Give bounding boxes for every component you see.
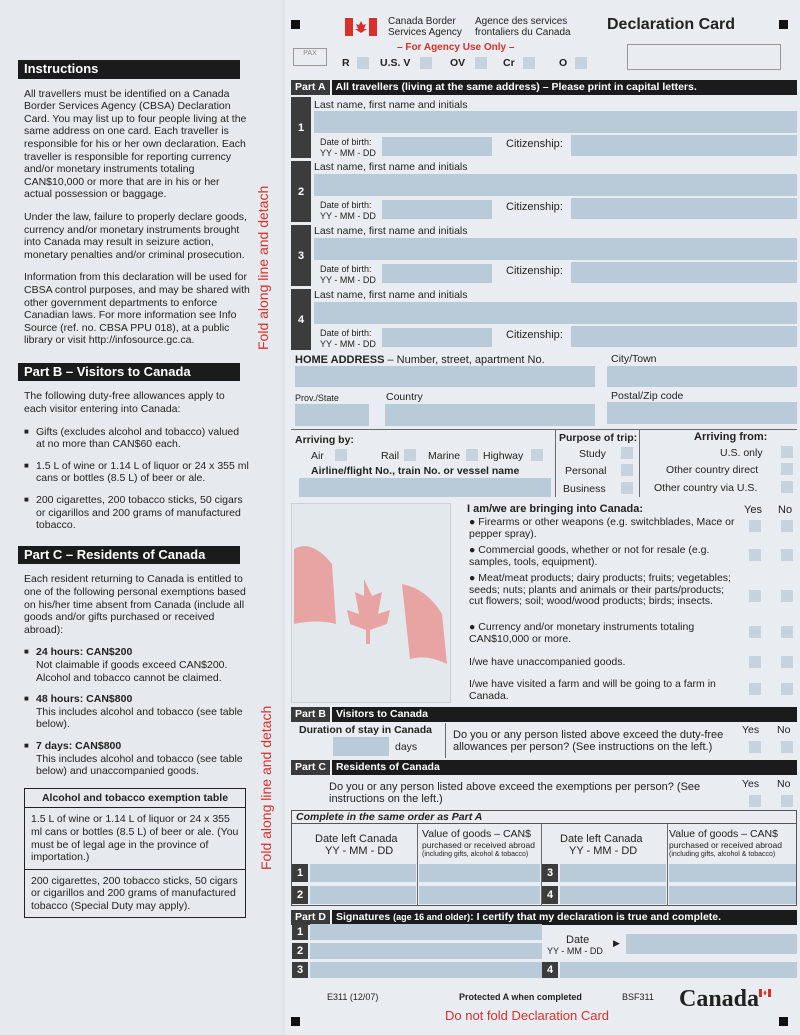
declaration-item: ● Commercial goods, whether or not for resale (e.g. samples, tools, equipment). xyxy=(469,544,710,568)
country-field[interactable] xyxy=(385,404,595,426)
instructions-column xyxy=(0,0,282,1035)
dob-format: YY - MM - DD xyxy=(320,148,376,158)
duration-of-stay-field[interactable] xyxy=(333,737,389,756)
protected-label: Protected A when completed xyxy=(459,992,582,1002)
mode-air-checkbox[interactable] xyxy=(335,449,347,461)
declaration-item: ● Firearms or other weapons (e.g. switchblades, Mace or pepper spray). xyxy=(469,516,735,540)
part-b-no[interactable] xyxy=(781,741,793,753)
traveller-1-dob-field[interactable] xyxy=(382,137,492,156)
no-label: No xyxy=(778,504,793,516)
canada-flag-icon xyxy=(759,989,771,997)
row-1-date-left-field[interactable] xyxy=(310,864,416,882)
part-c-heading: Part C – Residents of Canada xyxy=(18,546,240,565)
code-o: O xyxy=(559,57,568,69)
name-label: Last name, first name and initials xyxy=(314,161,468,173)
exemption-item xyxy=(24,646,250,684)
item-4-no[interactable] xyxy=(781,626,793,638)
part-c-intro: Each resident returning to Canada is entitled to one of the following personal exemptions based on his/her time absent from Canada (include all goods and/or gifts purchased or received abroad): xyxy=(24,573,246,636)
bringing-label: I am/we are bringing into Canada: xyxy=(467,503,644,515)
date-left-label: Date left Canada xyxy=(560,833,643,845)
street-address-field[interactable] xyxy=(295,366,595,387)
fold-line-label-bottom: Fold along line and detach xyxy=(258,705,274,870)
part-b-allowances xyxy=(24,426,250,532)
dob-format: YY - MM - DD xyxy=(320,275,376,285)
signature-4-field[interactable] xyxy=(560,962,797,978)
canada-flag-icon xyxy=(345,18,377,36)
mode-highway: Highway xyxy=(483,450,524,462)
traveller-3-name-field[interactable] xyxy=(314,238,797,260)
dob-format: YY - MM - DD xyxy=(569,845,638,857)
maple-leaf-watermark-icon xyxy=(292,504,450,702)
registration-mark xyxy=(291,20,300,29)
traveller-number: 2 xyxy=(291,161,311,222)
duration-label: Duration of stay in Canada xyxy=(299,724,433,736)
pax-box[interactable] xyxy=(293,48,327,66)
part-a-tag: Part A xyxy=(291,80,332,95)
part-b-header xyxy=(291,707,797,722)
part-c-exemptions xyxy=(24,646,250,777)
value-goods-sub: purchased or received abroad xyxy=(669,840,782,850)
fold-line-label-top: Fold along line and detach xyxy=(255,185,271,350)
code-r: R xyxy=(342,57,350,69)
item-4-yes[interactable] xyxy=(749,626,761,638)
part-d-tag: Part D xyxy=(291,910,332,925)
part-b-tag: Part B xyxy=(291,707,332,722)
signature-1-field[interactable] xyxy=(310,924,542,940)
purpose-personal-checkbox[interactable] xyxy=(621,464,633,476)
exemption-body: Not claimable if goods exceed CAN$200. Alcohol and tobacco cannot be claimed. xyxy=(36,658,228,684)
declaration-item-text: Meat/meat products; dairy products; fruits; vegetables; seeds; nuts; plants and animals or their parts/products; cut flowers; soil; wood/wood products; birds; insects. xyxy=(469,572,731,607)
no-label: No xyxy=(777,724,791,736)
dob-label: Date of birth: xyxy=(320,200,372,210)
declaration-item: ● Meat/meat products; dairy products; fruits; vegetables; seeds; nuts; plants and animals or their parts/products; cut flowers; soil; wood/wood products; birds; insects. xyxy=(469,572,731,607)
dob-format: YY - MM - DD xyxy=(325,845,394,857)
farm-no[interactable] xyxy=(781,683,793,695)
signature-2-field[interactable] xyxy=(310,943,542,959)
traveller-number: 4 xyxy=(542,886,558,904)
part-b-yes[interactable] xyxy=(749,741,761,753)
traveller-3-citizenship-field[interactable] xyxy=(571,262,797,283)
traveller-4-dob-field[interactable] xyxy=(382,328,492,347)
part-a-header xyxy=(291,80,797,95)
dob-label: Date of birth: xyxy=(320,328,372,338)
allowance-item: ■ Gifts (excludes alcohol and tobacco) valued at no more than CAN$60 each. xyxy=(24,426,250,451)
value-goods-label: Value of goods – CAN$ xyxy=(422,828,531,840)
code-ov: OV xyxy=(450,57,466,69)
origin-via-us-checkbox[interactable] xyxy=(781,481,793,493)
purpose-business: Business xyxy=(563,483,606,495)
agency-use-label: – For Agency Use Only – xyxy=(397,42,515,53)
unaccompanied-yes[interactable] xyxy=(749,656,761,668)
origin-direct: Other country direct xyxy=(666,464,759,476)
postal-code-field[interactable] xyxy=(607,402,797,424)
mode-rail-checkbox[interactable] xyxy=(404,449,416,461)
form-title: Declaration Card xyxy=(607,16,736,33)
allowance-item: ■ 200 cigarettes, 200 tobacco sticks, 50 cigars or cigarillos and 200 grams of manufactured tobacco. xyxy=(24,494,250,532)
exemption-body: This includes alcohol and tobacco (see table below) and unaccompanied goods. xyxy=(36,752,243,778)
dob-format: YY - MM - DD xyxy=(320,339,376,349)
item-3-no[interactable] xyxy=(781,590,793,602)
dob-label: Date of birth: xyxy=(320,264,372,274)
dob-format: YY - MM - DD xyxy=(320,211,376,221)
name-label: Last name, first name and initials xyxy=(314,225,468,237)
mode-highway-checkbox[interactable] xyxy=(531,449,543,461)
code-usv-box[interactable] xyxy=(420,57,432,69)
home-address-hint: – Number, street, apartment No. xyxy=(384,354,545,366)
flight-number-field[interactable] xyxy=(299,478,551,497)
traveller-1-name-field[interactable] xyxy=(314,111,797,133)
value-goods-sub2: (including gifts, alcohol & tobacco) xyxy=(422,851,529,858)
province-field[interactable] xyxy=(295,404,369,426)
pax-label: PAX xyxy=(303,50,317,57)
zip-label: Postal/Zip code xyxy=(611,390,684,402)
purpose-study-checkbox[interactable] xyxy=(621,447,633,459)
divider xyxy=(417,824,418,906)
citizenship-label: Citizenship: xyxy=(506,138,563,150)
declaration-item-text: Currency and/or monetary instruments totaling CAN$10,000 or more. xyxy=(469,621,695,645)
dob-label: Date of birth: xyxy=(320,137,372,147)
instructions-paragraph-3: Information from this declaration will be used for CBSA control purposes, and may be shared with other government departments to enforce Canadian laws. For more information see Info Source (ref. no. CBSA PPU 018), at a public library or visit http://infosource.gc.ca. xyxy=(24,271,250,347)
exemption-head: 48 hours: CAN$800 xyxy=(36,693,133,706)
yes-label: Yes xyxy=(742,778,760,790)
arrow-right-icon: ▶ xyxy=(613,938,620,948)
citizenship-label: Citizenship: xyxy=(506,265,563,277)
name-label: Last name, first name and initials xyxy=(314,289,468,301)
arriving-from-label: Arriving from: xyxy=(694,431,768,443)
exemption-table-tobacco: 200 cigarettes, 200 tobacco sticks, 50 cigars or cigarillos and 200 grams of manufactured tobacco (Special Duty may apply). xyxy=(25,869,245,918)
agency-name-en: Canada Border Services Agency xyxy=(388,16,462,38)
part-d-age: (age 16 and older) xyxy=(393,912,471,922)
traveller-number: 2 xyxy=(292,886,308,904)
part-d-certify: : I certify that my declaration is true and complete. xyxy=(470,911,722,923)
agency-stamp-box[interactable] xyxy=(627,44,781,70)
part-c-title: Residents of Canada xyxy=(335,761,440,773)
traveller-number: 1 xyxy=(292,864,308,882)
origin-us: U.S. only xyxy=(720,447,763,459)
origin-us-checkbox[interactable] xyxy=(781,446,793,458)
row-2-date-left-field[interactable] xyxy=(310,886,416,904)
instructions-paragraph-1: All travellers must be identified on a Canada Border Services Agency (CBSA) Declaration Card. You may list up to four people living at the same address on one card. Each traveller is responsible for his or her own declaration. Each traveller is responsible for reporting currency and/or monetary instruments totaling CAN$10,000 or more that are in his or her actual possession or baggage. xyxy=(24,87,247,201)
divider xyxy=(667,824,668,906)
divider xyxy=(639,429,640,497)
traveller-3-dob-field[interactable] xyxy=(382,264,492,283)
part-c-no[interactable] xyxy=(781,795,793,807)
value-goods-label: Value of goods – CAN$ xyxy=(669,828,778,840)
unaccompanied-text: I/we have unaccompanied goods. xyxy=(469,656,626,668)
code-cr: Cr xyxy=(503,57,515,69)
exemption-item xyxy=(24,693,250,731)
traveller-number: 1 xyxy=(291,97,311,158)
traveller-4-name-field[interactable] xyxy=(314,302,797,324)
city-field[interactable] xyxy=(607,366,797,387)
no-label: No xyxy=(777,778,791,790)
part-c-header xyxy=(291,760,797,775)
canada-wordmark: Canada xyxy=(679,986,760,1012)
farm-yes[interactable] xyxy=(749,683,761,695)
declaration-item: ● Currency and/or monetary instruments totaling CAN$10,000 or more. xyxy=(469,621,695,645)
traveller-number: 1 xyxy=(292,924,308,940)
city-label: City/Town xyxy=(611,353,657,365)
mode-air: Air xyxy=(311,450,324,462)
instructions-heading: Instructions xyxy=(18,60,240,79)
exemption-item xyxy=(24,740,250,778)
part-b-title: Visitors to Canada xyxy=(335,708,428,720)
value-goods-sub2: (including gifts, alcohol & tobacco) xyxy=(669,851,776,858)
row-2-value-field[interactable] xyxy=(419,886,540,904)
declaration-item-text: Commercial goods, whether or not for resale (e.g. samples, tools, equipment). xyxy=(469,544,710,568)
code-o-box[interactable] xyxy=(575,57,587,69)
row-4-date-left-field[interactable] xyxy=(560,886,666,904)
unaccompanied-no[interactable] xyxy=(781,656,793,668)
part-d-header xyxy=(291,910,797,925)
part-c-tag: Part C xyxy=(291,760,332,775)
signature-3-field[interactable] xyxy=(310,962,542,978)
purpose-label: Purpose of trip: xyxy=(559,432,638,444)
do-not-fold-label: Do not fold Declaration Card xyxy=(445,1008,610,1023)
home-address-label xyxy=(295,354,545,366)
declaration-item-text: Firearms or other weapons (e.g. switchblades, Mace or pepper spray). xyxy=(469,516,735,540)
mode-marine: Marine xyxy=(428,450,461,462)
part-b-question: Do you or any person listed above exceed the duty-free allowances per person? (See instructions on the left.) xyxy=(453,729,724,753)
part-b-intro: The following duty-free allowances apply to each visitor entering into Canada: xyxy=(24,390,225,416)
days-label: days xyxy=(395,741,418,753)
citizenship-label: Citizenship: xyxy=(506,201,563,213)
divider xyxy=(445,723,446,758)
exemption-table-title: Alcohol and tobacco exemption table xyxy=(25,789,245,809)
divider xyxy=(555,429,556,497)
complete-order-note: Complete in the same order as Part A xyxy=(291,810,797,824)
divider xyxy=(291,429,797,430)
exemption-head: 7 days: CAN$800 xyxy=(36,739,122,752)
form-code: E311 (12/07) xyxy=(327,992,379,1002)
exemption-body: This includes alcohol and tobacco (see table below). xyxy=(36,705,243,731)
flag-watermark-panel xyxy=(291,503,451,703)
traveller-number: 3 xyxy=(292,962,308,978)
part-b-heading: Part B – Visitors to Canada xyxy=(18,363,240,382)
purpose-personal: Personal xyxy=(565,465,607,477)
bsf-code: BSF311 xyxy=(622,992,654,1002)
purpose-study: Study xyxy=(579,448,606,460)
citizenship-label: Citizenship: xyxy=(506,329,563,341)
code-cr-box[interactable] xyxy=(523,57,535,69)
origin-direct-checkbox[interactable] xyxy=(781,463,793,475)
mode-marine-checkbox[interactable] xyxy=(466,449,478,461)
part-c-yes[interactable] xyxy=(749,795,761,807)
row-3-date-left-field[interactable] xyxy=(560,864,666,882)
traveller-2-dob-field[interactable] xyxy=(382,200,492,219)
item-2-yes[interactable] xyxy=(749,549,761,561)
traveller-2-name-field[interactable] xyxy=(314,174,797,196)
registration-mark xyxy=(779,20,788,29)
date-label: Date xyxy=(566,934,590,946)
item-1-yes[interactable] xyxy=(749,520,761,532)
part-c-question: Do you or any person listed above exceed the exemptions per person? (See instructions on the left.) xyxy=(329,781,701,805)
exemption-table-alcohol: 1.5 L of wine or 1.14 L of liquor or 24 x 355 ml cans or bottles (8.5 L) of beer or ale. (You must be of legal age in the province of importation.) xyxy=(31,813,239,864)
code-ov-box[interactable] xyxy=(475,57,487,69)
yes-label: Yes xyxy=(744,504,762,516)
prov-label: Prov./State xyxy=(295,393,339,403)
code-usv: U.S. V xyxy=(380,57,411,69)
signature-date-field[interactable] xyxy=(626,934,797,954)
instructions-paragraph-2: Under the law, failure to properly declare goods, currency and/or monetary instruments brought into Canada may result in seizure action, monetary penalties and/or criminal prosecution. xyxy=(24,210,247,261)
name-label: Last name, first name and initials xyxy=(314,99,468,111)
traveller-1-citizenship-field[interactable] xyxy=(571,135,797,156)
item-2-no[interactable] xyxy=(781,549,793,561)
traveller-4-citizenship-field[interactable] xyxy=(571,326,797,347)
country-label: Country xyxy=(386,391,423,403)
exemption-head: 24 hours: CAN$200 xyxy=(36,646,133,659)
item-1-no[interactable] xyxy=(781,520,793,532)
value-goods-sub: purchased or received abroad xyxy=(422,840,535,850)
part-d-title: Signatures xyxy=(335,911,391,923)
registration-mark xyxy=(779,1017,788,1026)
yes-label: Yes xyxy=(742,724,760,736)
item-3-yes[interactable] xyxy=(749,590,761,602)
purpose-business-checkbox[interactable] xyxy=(621,482,633,494)
dob-format: YY - MM - DD xyxy=(547,946,603,956)
date-left-label: Date left Canada xyxy=(315,833,398,845)
arriving-by-label: Arriving by: xyxy=(295,434,354,446)
allowance-item: ■ 1.5 L of wine or 1.14 L of liquor or 24 x 355 ml cans or bottles (8.5 L) of beer or ale. xyxy=(24,460,250,485)
part-a-title: All travellers (living at the same address) – Please print in capital letters. xyxy=(335,81,697,93)
registration-mark xyxy=(291,1017,300,1026)
traveller-number: 2 xyxy=(292,943,308,959)
traveller-number: 4 xyxy=(542,962,558,978)
code-r-box[interactable] xyxy=(357,57,369,69)
row-1-value-field[interactable] xyxy=(419,864,540,882)
row-4-value-field[interactable] xyxy=(669,886,796,904)
farm-text: I/we have visited a farm and will be going to a farm in Canada. xyxy=(469,678,716,702)
agency-name-fr: Agence des services frontaliers du Canada xyxy=(475,16,571,38)
traveller-number: 4 xyxy=(291,289,311,350)
origin-via-us: Other country via U.S. xyxy=(654,482,758,494)
flight-label: Airline/flight No., train No. or vessel name xyxy=(311,465,520,477)
exemption-table xyxy=(24,788,246,919)
traveller-number: 3 xyxy=(291,225,311,286)
traveller-2-citizenship-field[interactable] xyxy=(571,198,797,219)
traveller-number: 3 xyxy=(542,864,558,882)
mode-rail: Rail xyxy=(381,450,400,462)
declaration-form xyxy=(285,0,800,1035)
home-address-heading: HOME ADDRESS xyxy=(295,354,385,366)
row-3-value-field[interactable] xyxy=(669,864,796,882)
